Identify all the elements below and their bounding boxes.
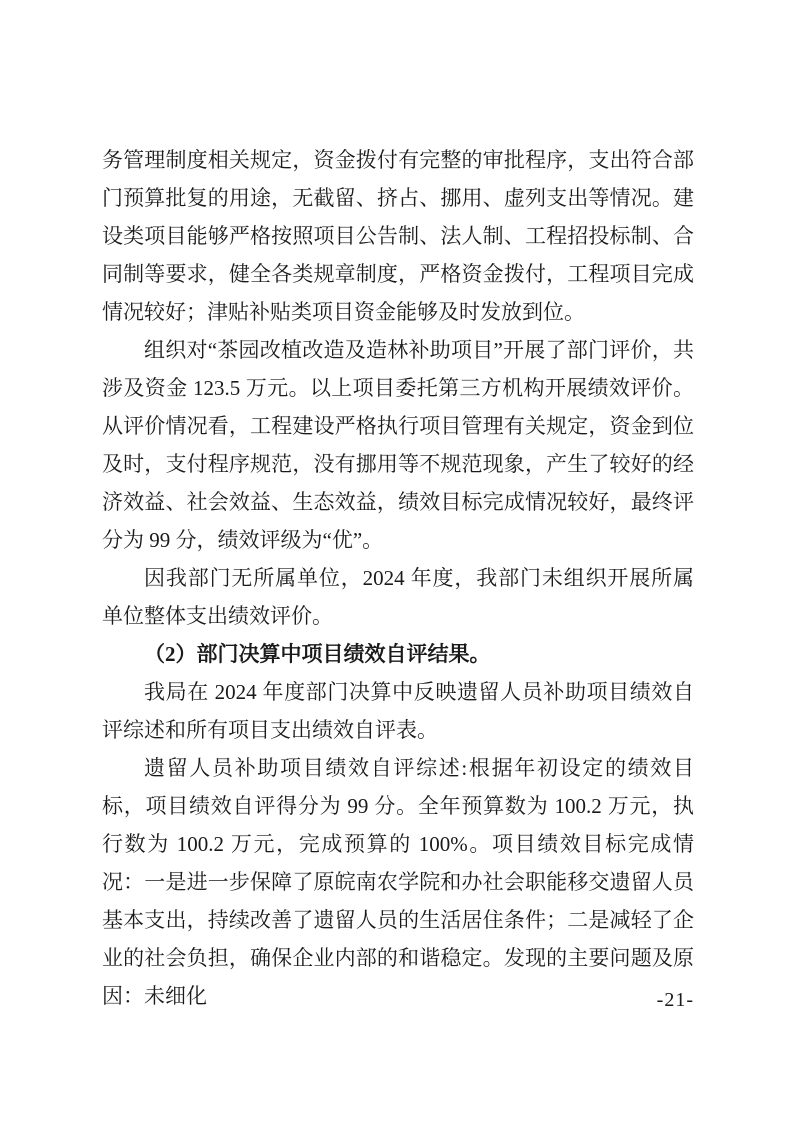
page-number: -21- xyxy=(656,989,694,1011)
paragraph-no-subordinate-units: 因我部门无所属单位，2024 年度，我部门未组织开展所属单位整体支出绩效评价。 xyxy=(102,566,694,628)
paragraph-legacy-personnel-subsidy-summary: 遗留人员补助项目绩效自评综述:根据年初设定的绩效目标，项目绩效自评得分为 99 分。全年预算数为 100.2 万元，执行数为 100.2 万元，完成预算的 100%。项目绩效目标完成情况：一是进一步保障了原皖南农学院和办社会职能移交遗留人员基本支出，持续改善了遗留人员的生活居住条件；二是减轻了企业的社会负担，确保企业内部的和谐稳定。发现的主要问题及原因：未细化 xyxy=(102,756,694,1008)
paragraph-financial-management: 务管理制度相关规定，资金拨付有完整的审批程序，支出符合部门预算批复的用途，无截留、挤占、挪用、虚列支出等情况。建设类项目能够严格按照项目公告制、法人制、工程招投标制、合同制等要求，健全各类规章制度，严格资金拨付，工程项目完成情况较好；津贴补贴类项目资金能够及时发放到位。 xyxy=(102,148,694,324)
paragraph-final-accounts-reflection: 我局在 2024 年度部门决算中反映遗留人员补助项目绩效自评综述和所有项目支出绩效自评表。 xyxy=(102,680,694,742)
page-body-text xyxy=(102,141,694,1015)
section-heading-project-self-evaluation-results: （2）部门决算中项目绩效自评结果。 xyxy=(144,642,491,666)
paragraph-department-evaluation-tea-garden-project: 组织对“茶园改植改造及造林补助项目”开展了部门评价，共涉及资金 123.5 万元。以上项目委托第三方机构开展绩效评价。从评价情况看，工程建设严格执行项目管理有关规定，资金到位及时，支付程序规范，没有挪用等不规范现象，产生了较好的经济效益、社会效益、生态效益，绩效目标完成情况较好，最终评分为 99 分，绩效评级为“优”。 xyxy=(102,338,694,552)
